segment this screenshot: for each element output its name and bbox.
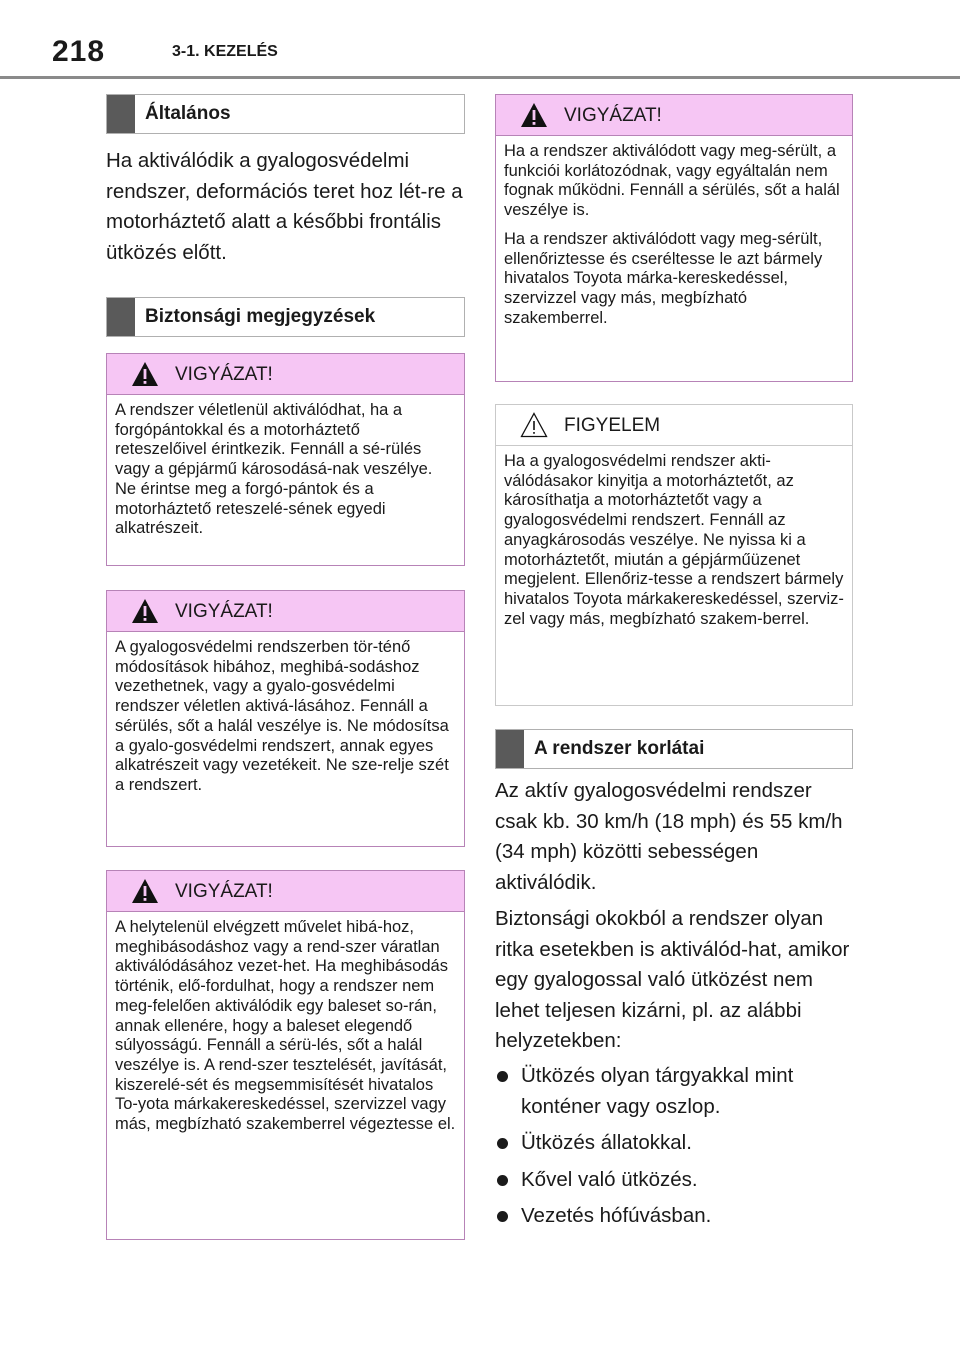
list-item-text: Ütközés állatokkal. [521, 1131, 692, 1154]
warning-text: A gyalogosvédelmi rendszerben tör-ténő módosítások hibához, meghibá-sodáshoz vezethetnek, vagy a gyalo-gosvédelmi rendszer véletlen aktivá-lásához. Fennáll a sérülés, sőt a halál veszélye is. Ne módosítsa a gyalo-gosvédelmi rendszert, annak egyes alkatrészeit vagy vezetékeit. Ne sze-relje szét a rendszert. [115, 638, 449, 794]
warning-text: A rendszer véletlenül aktiválódhat, ha a forgópántokkal és a motorháztető reteszelőivel érintkezik. Fennáll a sé-rülés vagy a gépjármű károsodásá-nak veszélye. Ne érintse meg a forgó-pántok és a motorháztető reteszelé-sének egyedi alkatrészeit. [115, 401, 433, 538]
safety-heading: Biztonsági megjegyzések [145, 306, 376, 327]
warning-text: Ha a rendszer aktiválódott vagy meg-sérült, ellenőriztesse és cseréltesse le azt bármely hivatalos Toyota márka-kereskedéssel, szervizzel vagy más, megbízható szakemberrel. [504, 229, 823, 327]
warning-box-2 [106, 590, 465, 847]
list-item [495, 1128, 853, 1159]
bullet-icon [497, 1211, 508, 1222]
general-paragraph: Ha aktiválódik a gyalogosvédelmi rendszer, deformációs teret hoz lét-re a motorháztető alatt a későbbi frontális ütközés előtt. [106, 149, 463, 264]
general-text [106, 146, 465, 268]
section-title: 3-1. KEZELÉS [172, 43, 278, 60]
bullet-icon [497, 1175, 508, 1186]
warning-text: A helytelenül elvégzett művelet hibá-hoz, meghibásodáshoz vagy a rend-szer váratlan aktiválódásához vezet-het. Ha meghibásodás történik, elő-fordulhat, hogy a rendszer nem meg-felelően aktiválódik egy baleset so-rán, annak ellenére, hogy a baleset elegendő súlyosságú. Fennáll a sérü-lés, sőt a halál veszélye is. A rend-szer tesztelését, javítását, kiszerelé-sét és megsemmisítését hivatalos To-yota márkakereskedéssel, szervizzel vagy más, megbízható szakemberrel végeztesse el. [115, 918, 456, 1134]
notice-text: Ha a gyalogosvédelmi rendszer akti-válódásakor kinyitja a motorháztetőt, az károsíthatja a motorháztetőt vagy a gyalogosvédelmi rendszert. Fennáll az anyagkárosodás veszélye. Ne nyissa ki a motorháztetőt, miután a gépjárműüzenet megjelent. Ellenőriz-tesse a rendszert bármely hivatalos Toyota márkakereskedéssel, szerviz-zel vagy más, megbízható szakem-berrel. [504, 452, 844, 628]
limits-paragraph-1: Az aktív gyalogosvédelmi rendszer csak kb. 30 km/h (18 mph) és 55 km/h (34 mph) közötti sebességen aktiválódik. [495, 779, 843, 894]
notice-body [496, 446, 852, 629]
warning-text: Ha a rendszer aktiválódott vagy meg-sérült, a funkciói korlátozódnak, vagy egyáltalán nem fognak működni. Fennáll a sérülés, sőt a halál veszélye is. [504, 142, 840, 220]
warning-triangle-icon [131, 361, 159, 387]
warning-box-4 [495, 94, 853, 382]
warning-triangle-icon [520, 102, 548, 128]
list-item-text: Kővel való ütközés. [521, 1167, 698, 1191]
heading-bar [107, 95, 135, 133]
list-item-text: Vezetés hófúvásban. [521, 1204, 712, 1227]
warning-box-3 [106, 870, 465, 1240]
limits-heading-box [495, 729, 853, 769]
bullet-icon [497, 1071, 508, 1082]
heading-bar [496, 730, 524, 768]
list-item-text: Ütközés olyan tárgyakkal mint konténer vagy oszlop. [521, 1064, 794, 1118]
warning-body [107, 912, 464, 1135]
notice-box [495, 404, 853, 706]
warning-header [107, 871, 464, 912]
header-divider [0, 76, 960, 79]
warning-box-1 [106, 353, 465, 566]
limits-text [495, 776, 853, 1057]
warning-title: VIGYÁZAT! [564, 105, 662, 126]
warning-triangle-icon [131, 878, 159, 904]
list-item [495, 1201, 853, 1232]
list-item [495, 1165, 853, 1196]
page-number: 218 [52, 35, 106, 68]
warning-body [496, 136, 852, 328]
warning-title: VIGYÁZAT! [175, 364, 273, 385]
warning-header [107, 354, 464, 395]
page-header [0, 0, 960, 80]
warning-triangle-icon [131, 598, 159, 624]
notice-header [496, 405, 852, 446]
general-heading: Általános [145, 103, 231, 124]
heading-bar [107, 298, 135, 336]
bullet-icon [497, 1138, 508, 1149]
safety-heading-box [106, 297, 465, 337]
caution-triangle-icon [520, 412, 548, 438]
notice-title: FIGYELEM [564, 415, 661, 436]
limits-bullet-list [495, 1061, 853, 1238]
warning-body [107, 632, 464, 796]
general-heading-box [106, 94, 465, 134]
list-item [495, 1061, 853, 1122]
limits-paragraph-2: Biztonsági okokból a rendszer olyan ritka esetekben is aktiválód-hat, amikor egy gyalogossal való ütközést nem lehet teljesen kizárni, pl. az alábbi helyzetekben: [495, 907, 850, 1052]
warning-title: VIGYÁZAT! [175, 601, 273, 622]
limits-heading: A rendszer korlátai [534, 738, 705, 759]
warning-title: VIGYÁZAT! [175, 881, 273, 902]
warning-body [107, 395, 464, 539]
warning-header [107, 591, 464, 632]
warning-header [496, 95, 852, 136]
